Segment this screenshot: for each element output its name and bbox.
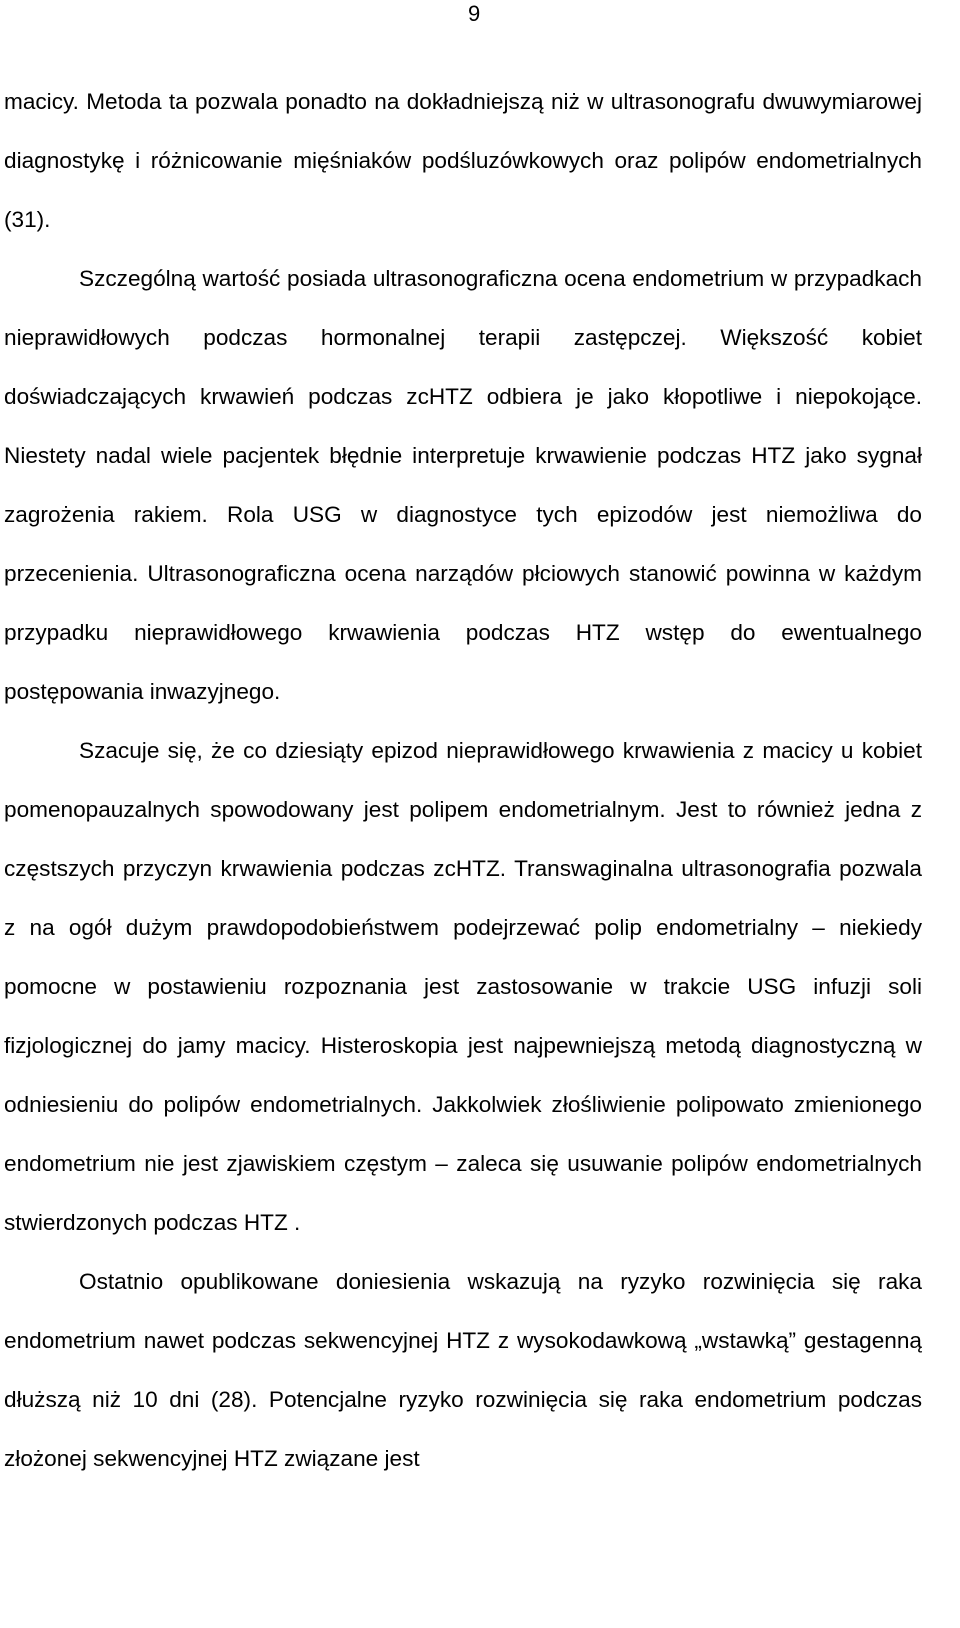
body-text <box>4 72 922 1488</box>
paragraph-endometrial-cancer-risk: Ostatnio opublikowane doniesienia wskazują na ryzyko rozwinięcia się raka endometrium nawet podczas sekwencyjnej HTZ z wysokodawkową „wstawką” gestagenną dłuższą niż 10 dni (28). Potencjalne ryzyko rozwinięcia się raka endometrium podczas złożonej sekwencyjnej HTZ związane jest <box>4 1269 922 1471</box>
page-number: 9 <box>468 1 481 26</box>
paragraph-continuation: macicy. Metoda ta pozwala ponadto na dokładniejszą niż w ultrasonografu dwuwymiarowej diagnostykę i różnicowanie mięśniaków podśluzówkowych oraz polipów endometrialnych (31). <box>4 89 922 232</box>
paragraph-htz-bleeding: Szczególną wartość posiada ultrasonograficzna ocena endometrium w przypadkach nieprawidłowych podczas hormonalnej terapii zastępczej. Większość kobiet doświadczających krwawień podczas zcHTZ odbiera je jako kłopotliwe i niepokojące. Niestety nadal wiele pacjentek błędnie interpretuje krwawienie podczas HTZ jako sygnał zagrożenia rakiem. Rola USG w diagnostyce tych epizodów jest niemożliwa do przecenienia. Ultrasonograficzna ocena narządów płciowych stanowić powinna w każdym przypadku nieprawidłowego krwawienia podczas HTZ wstęp do ewentualnego postępowania inwazyjnego. <box>4 266 922 704</box>
paragraph-endometrial-polyps: Szacuje się, że co dziesiąty epizod nieprawidłowego krwawienia z macicy u kobiet pomenopauzalnych spowodowany jest polipem endometrialnym. Jest to również jedna z częstszych przyczyn krwawienia podczas zcHTZ. Transwaginalna ultrasonografia pozwala z na ogół dużym prawdopodobieństwem podejrzewać polip endometrialny – niekiedy pomocne w postawieniu rozpoznania jest zastosowanie w trakcie USG infuzji soli fizjologicznej do jamy macicy. Histeroskopia jest najpewniejszą metodą diagnostyczną w odniesieniu do polipów endometrialnych. Jakkolwiek złośliwienie polipowato zmienionego endometrium nie jest zjawiskiem częstym – zaleca się usuwanie polipów endometrialnych stwierdzonych podczas HTZ . <box>4 738 922 1235</box>
